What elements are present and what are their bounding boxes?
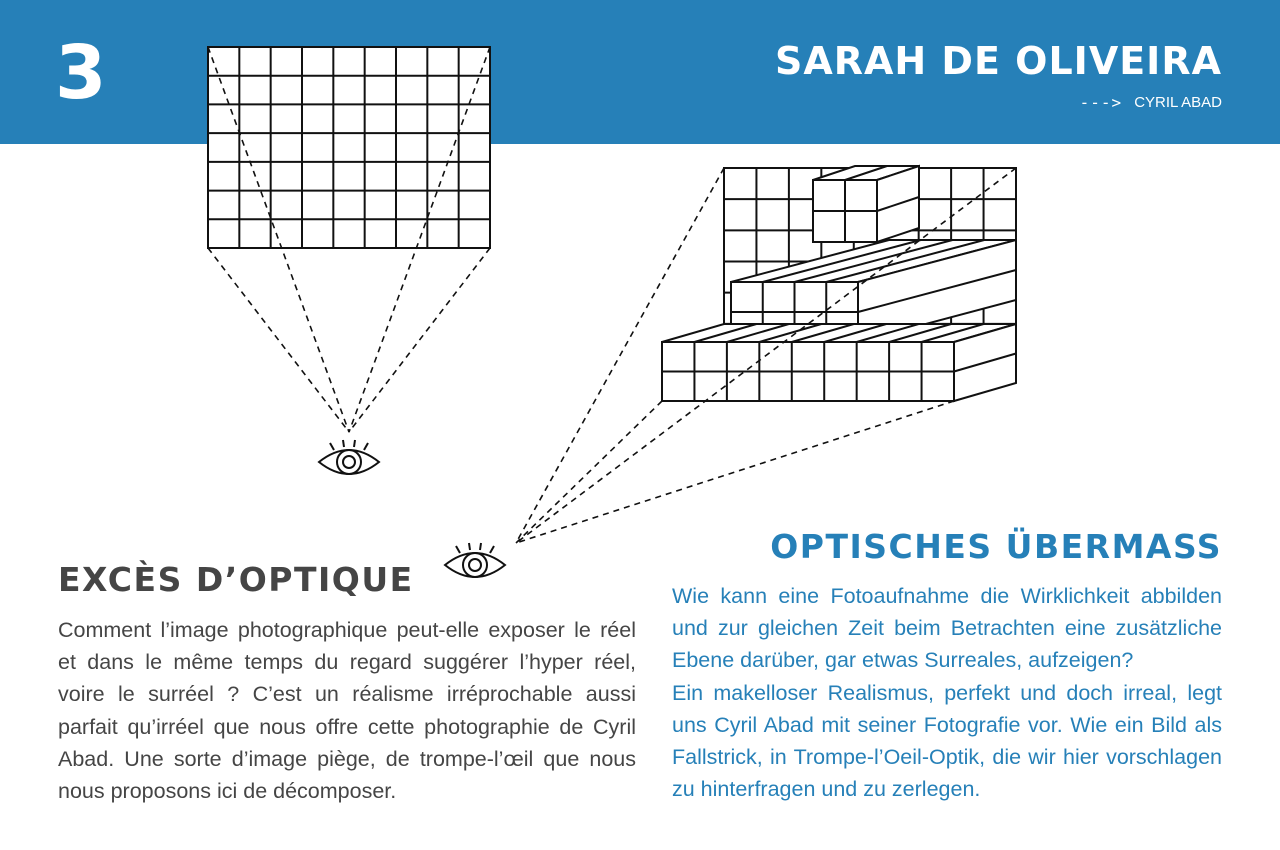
- german-paragraph: Wie kann eine Fotoaufnahme die Wirklichkeit abbilden und zur gleichen Zeit beim Betrachten eine zusätzliche Ebene darüber, gar etwas Surreales, aufzeigen?: [672, 584, 1222, 673]
- german-paragraph: Ein makelloser Realismus, perfekt und doch irreal, legt uns Cyril Abad mit seiner Fotografie vor. Wie ein Bild als Fallstrick, in Trompe-l’Oeil-Optik, die wir hier vorschlagen zu hinterfragen und zu zerlegen.: [672, 680, 1222, 802]
- eye-icon: [445, 543, 505, 577]
- german-body: [672, 580, 1222, 805]
- dimensional-grid: [662, 166, 1016, 401]
- french-body: Comment l’image photographique peut-elle exposer le réel et dans le même temps du regard suggérer l’hyper réel, voire le surréel ? C’est un réalisme irréprochable aussi parfait qu’irréel que nous offre cette photographie de Cyril Abad. Une sorte d’image piège, de trompe-l’œil que nous nous proposons ici de décomposer.: [58, 618, 636, 804]
- photo-credit: [1080, 93, 1222, 113]
- credit-name: CYRIL ABAD: [1134, 94, 1222, 111]
- author-name: SARAH DE OLIVEIRA: [774, 39, 1222, 83]
- french-title: EXCÈS D’OPTIQUE: [58, 560, 414, 599]
- eye-icon: [319, 440, 379, 474]
- german-title: OPTISCHES ÜBERMASS: [770, 527, 1222, 566]
- arrow-right-icon: --->: [1079, 93, 1123, 112]
- flat-grid: [208, 47, 490, 248]
- page-number: 3: [55, 30, 107, 116]
